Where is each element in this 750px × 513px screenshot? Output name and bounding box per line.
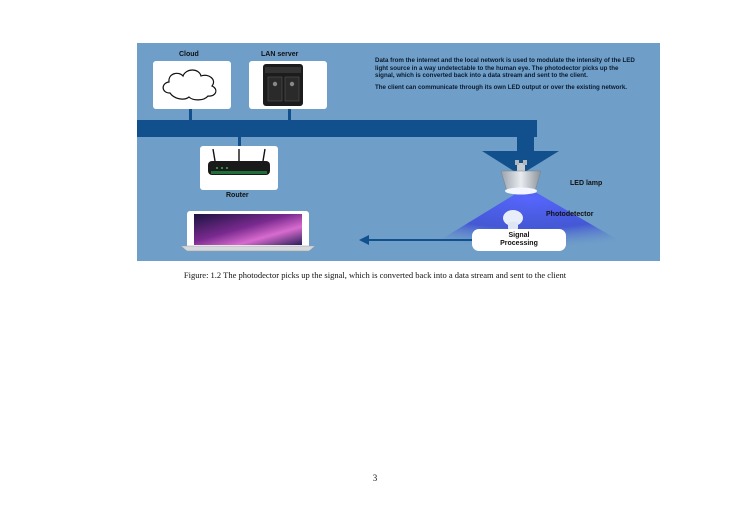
led-lamp-label: LED lamp — [570, 180, 603, 187]
description-paragraph-2: The client can communicate through its own LED output or over the existing network. — [375, 83, 627, 91]
figure-description — [375, 57, 637, 95]
description-paragraph-1: Data from the internet and the local network is used to modulate the intensity of the LED light source in a way undetectable to the human eye. The photodector picks up the signal, which is converted back into a data stream and sent to the client. — [375, 57, 635, 80]
router-icon — [200, 146, 278, 190]
cloud-icon — [153, 61, 231, 109]
server-connector — [288, 109, 291, 121]
laptop-icon — [181, 211, 315, 251]
signal-processing-line2: Processing — [500, 240, 538, 247]
cloud-label: Cloud — [179, 51, 199, 58]
client-arrow-head — [359, 235, 369, 245]
page-number: 3 — [372, 473, 378, 483]
lan-server-icon — [249, 61, 327, 109]
bus-drop-right — [517, 120, 534, 153]
lan-server-label: LAN server — [261, 51, 299, 58]
figure-caption: Figure: 1.2 The photodector picks up the signal, which is converted back into a data stream and sent to the client — [183, 270, 567, 280]
li-fi-diagram — [137, 43, 660, 261]
signal-processing-label — [472, 232, 566, 248]
photodetector-label: Photodetector — [546, 211, 594, 218]
cloud-connector — [189, 109, 192, 121]
network-bus — [137, 120, 537, 137]
router-connector — [238, 137, 241, 147]
signal-processing-line1: Signal — [508, 232, 530, 239]
router-label: Router — [226, 192, 249, 199]
